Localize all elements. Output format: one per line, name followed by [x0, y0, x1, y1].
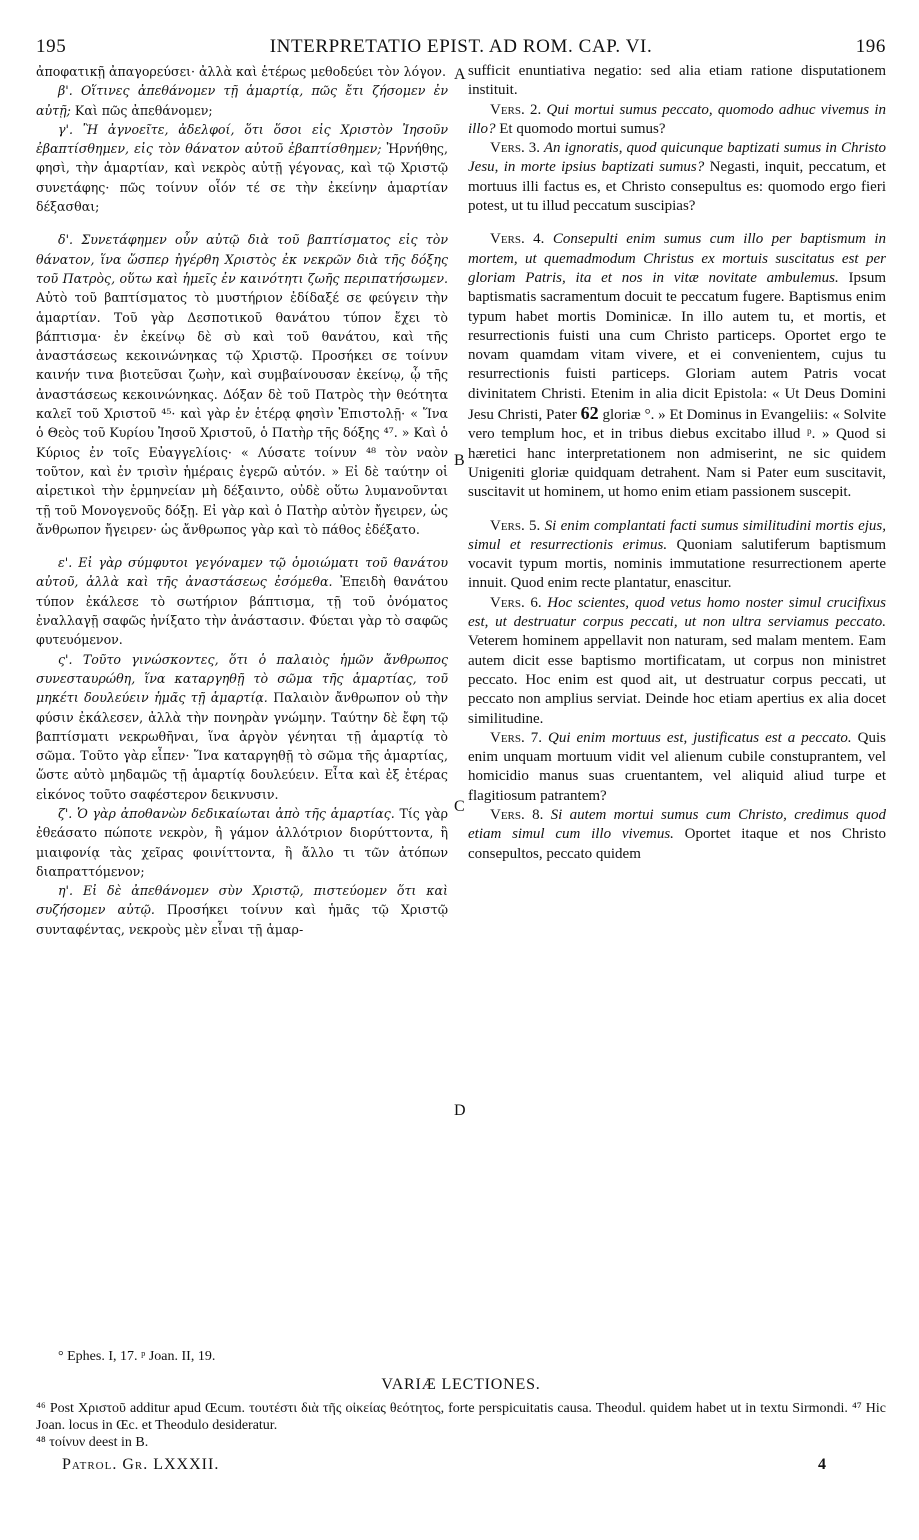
- greek-paragraph: δ'. Συνετάφημεν οὖν αὐτῷ διὰ τοῦ βαπτίσματος εἰς τὸν θάνατον, ἵνα ὥσπερ ἠγέρθη Χριστὸς ἐκ νεκρῶν διὰ τῆς δόξης τοῦ Πατρὸς, οὕτω καὶ ἡμεῖς ἐν καινότητι ζωῆς περιπατήσωμεν. Αὐτὸ τοῦ βαπτίσματος τὸ μυστήριον ἐδίδαξέ σε φεύγειν τὴν ἁμαρτίαν. Τοῦ γὰρ Δεσποτικοῦ θανάτου τύπον ἔχει τὸ βάπτισμα· ἐν ἐκείνῳ δὲ σὺ καὶ τοῦ θανάτου, καὶ τῆς ἀναστάσεως κεκοινώνηκας τῷ Χριστῷ. Προσήκει σε τοίνυν καινήν τινα βιοτεῦσαι ζωὴν, καὶ συμβαίνουσαν ἐκείνῳ, ᾧ τῆς ἀναστάσεως κεκοινώνηκας. Δόξαν δὲ τοῦ Πατρὸς τὴν θεότητα καλεῖ τοῦ Χριστοῦ ⁴⁵· καὶ γὰρ ἐν ἑτέρᾳ φησὶν Ἐπιστολῇ· « Ἵνα ὁ Θεὸς τοῦ Κυρίου Ἰησοῦ Χριστοῦ, ὁ Πατὴρ τῆς δόξης ⁴⁷. » Καὶ ὁ Κύριος ἐν τοῖς Εὐαγγελίοις· « Λύσατε τοίνυν ⁴⁸ τὸν ναὸν τοῦτον, καὶ ἐν τρισὶν ἡμέραις ἐγερῶ αὐτόν. » Εἰ δὲ ταύτην οἱ αἱρετικοὶ τὴν ἑρμηνείαν μὴ δέξαιντο, οὐδὲ οὕτω λυμανοῦνται τῇ τοῦ Μονογενοῦς δόξῃ. Εἰ γὰρ καὶ ὁ Πατὴρ αὐτὸν ἤγειρεν, ὡς ἄνθρωπον ἤγειρεν· ὡς ἄνθρωπος γὰρ καὶ τὸ πάθος ἐδέξατο.: [36, 232, 448, 537]
- page-number-right: 196: [855, 36, 886, 57]
- greek-paragraph: γ'. Ἢ ἀγνοεῖτε, ἀδελφοί, ὅτι ὅσοι εἰς Χριστὸν Ἰησοῦν ἐβαπτίσθημεν, εἰς τὸν θάνατον αὐτοῦ ἐβαπτίσθημεν; Ἠρνήθης, φησὶ, τὴν ἁμαρτίαν, καὶ νεκρὸς αὐτῇ γέγονας, καὶ τῷ Χριστῷ συνετάφης· πῶς τοίνυν οἷόν τέ σε τὴν ἐκείνην ἁμαρτίαν δέξασθαι;: [36, 121, 448, 215]
- margin-marker-c: C: [454, 798, 465, 815]
- greek-paragraph: ἀποφατικῇ ἀπαγορεύσει· ἀλλὰ καὶ ἑτέρως μεθοδεύει τὸν λόγον.: [36, 64, 446, 79]
- latin-paragraph: Vers. 2. Qui mortui sumus peccato, quomodo adhuc vivemus in illo? Et quomodo mortui sumus?: [468, 101, 886, 137]
- greek-column: [36, 62, 448, 939]
- latin-column: [468, 62, 886, 864]
- page-number-left: 195: [36, 36, 67, 57]
- sheet-mark: 62: [580, 403, 599, 424]
- sheet-number: 4: [818, 1456, 826, 1473]
- greek-paragraph: ζ'. Ὁ γὰρ ἀποθανὼν δεδικαίωται ἀπὸ τῆς ἁμαρτίας. Τίς γὰρ ἐθεάσατο πώποτε νεκρὸν, ἢ γάμον ἀλλότριον διορύττοντα, ἢ μιαιφονίᾳ τὰς χεῖρας φοινίττοντα, ἢ ἄλλο τι τῶν ἀτόπων διαπραττόμενον;: [36, 805, 448, 879]
- variant-note: ⁴⁸ τοίνυν deest in B.: [36, 1435, 149, 1450]
- running-head: [36, 36, 886, 60]
- latin-paragraph: Vers. 4. Consepulti enim sumus cum illo per baptismum in mortem, ut quemadmodum Christus ex mortuis suscitatus est per gloriam Patris, ita et nos in vitæ novitate ambulemus. Ipsum baptismatis sacramentum docuit te peccatum fugere. Baptismus enim typum habet mortis Dominicæ. In illo autem tu, et mortis, et resurrectionis fuisti una cum Christo particeps. Oportet ergo te novam quamdam vitam vivere, et ei convenientem, cujus tu resurrectionis fuisti particeps. Gloriam autem Patris vocat divinitatem Christi. Etenim in alia dicit Epistola: « Ut Deus Domini Jesu Christi, Pater 62 gloriæ °. » Et Dominus in Evangeliis: « Solvite vero templum hoc, et in tribus diebus excitabo illud ᵖ. » Quod si hæretici hanc interpretationem non admiserint, ne sic quidem Unigeniti gloriæ quidquam detrahent. Nam si Pater eum suscitavit, suscitavit ut hominem, ut homo enim etiam passionem suscepit.: [468, 231, 886, 501]
- scripture-footnotes: ° Ephes. I, 17. ᵖ Joan. II, 19.: [58, 1349, 216, 1364]
- signature-line: Patrol. Gr. LXXXII.: [62, 1456, 220, 1473]
- variae-lectiones-notes: [36, 1400, 886, 1451]
- greek-paragraph: ε'. Εἰ γὰρ σύμφυτοι γεγόναμεν τῷ ὁμοιώματι τοῦ θανάτου αὐτοῦ, ἀλλὰ καὶ τῆς ἀναστάσεως ἐσόμεθα. Ἐπειδὴ θανάτου τύπον ἐκάλεσε τὸ σωτήριον βάπτισμα, τῇ τοῦ ὀνόματος ἐναλλαγῇ σαφῶς ἠνίξατο τὴν ἀνάστασιν. Φύεται γὰρ τὸ σαφῶς φυτευόμενον.: [36, 555, 448, 648]
- latin-paragraph: sufficit enuntiativa negatio: sed alia etiam ratione disputationem instituit.: [468, 63, 886, 99]
- latin-paragraph: Vers. 8. Si autem mortui sumus cum Christo, credimus quod etiam simul cum illo vivemus. Oportet itaque et nos Christo consepultos, peccato quidem: [468, 806, 886, 862]
- running-title: INTERPRETATIO EPIST. AD ROM. CAP. VI.: [269, 36, 653, 57]
- variae-lectiones-heading: VARIÆ LECTIONES.: [381, 1376, 541, 1393]
- greek-paragraph: β'. Οἵτινες ἀπεθάνομεν τῇ ἁμαρτίᾳ, πῶς ἔτι ζήσομεν ἐν αὐτῇ; Καὶ πῶς ἀπεθάνομεν;: [36, 83, 448, 118]
- latin-paragraph: Vers. 5. Si enim complantati facti sumus similitudini mortis ejus, simul et resurrectionis erimus. Quoniam salutiferum baptismum vocavit typum mortis, nominis immutatione resurrectionem aperte innuit. Quod enim recte plantatur, enascitur.: [468, 517, 886, 592]
- latin-paragraph: Vers. 7. Qui enim mortuus est, justificatus est a peccato. Quis enim unquam mortuum vidit vel alienum cubile constuprantem, vel homicidio manus suas cruentantem, vel aliquid aliud turpe et flagitiosum patrantem?: [468, 729, 886, 804]
- margin-marker-b: B: [454, 452, 465, 469]
- margin-marker-a: A: [454, 66, 466, 83]
- variant-note: ⁴⁶ Post Χριστοῦ additur apud Œcum. τουτέστι διὰ τῆς οἰκείας θεότητος, forte perspicuitatis causa. Theodul. quidem habet ut in textu Sirmondi. ⁴⁷ Hic Joan. locus in Œc. et Theodulo desideratur.: [36, 1401, 886, 1433]
- page-footer: [36, 1456, 886, 1478]
- latin-paragraph: Vers. 6. Hoc scientes, quod vetus homo noster simul crucifixus est, ut destruatur corpus peccati, ut non ultra serviamus peccato. Veterem hominem appellavit non naturam, sed malam mentem. Eam autem dicit esse baptismo mortificatam, ut corpus non ministret peccato. Hoc enim est quod ait, ut destruatur corpus peccati, ut peccato non amplius serviat. Deinde hoc etiam apertius ex alia docet similitudine.: [468, 594, 887, 727]
- greek-paragraph: ς'. Τοῦτο γινώσκοντες, ὅτι ὁ παλαιὸς ἡμῶν ἄνθρωπος συνεσταυρώθη, ἵνα καταργηθῇ τὸ σῶμα τῆς ἁμαρτίας, τοῦ μηκέτι δουλεύειν ἡμᾶς τῇ ἁμαρτίᾳ. Παλαιὸν ἄνθρωπον οὐ τὴν φύσιν ἐκάλεσεν, ἀλλὰ τὴν πονηρὰν γνώμην. Ταύτην δὲ ἔφη τῷ βαπτίσματι νεκρωθῆναι, ἵνα ἀργὸν γένηται τῇ ἁμαρτίᾳ τὸ σῶμα. Τοῦτο γὰρ εἶπεν· Ἵνα καταργηθῇ τὸ σῶμα τῆς ἁμαρτίας, ὥστε αὐτὸ μηδαμῶς τῇ ἁμαρτίᾳ δουλεύειν. Εἶτα καὶ ἐξ ἑτέρας εἰκόνος τοῦτο σαφέστερον δεικνυσιν.: [36, 651, 449, 802]
- latin-paragraph: Vers. 3. An ignoratis, quod quicunque baptizati sumus in Christo Jesu, in morte ipsius baptizati sumus? Negasti, inquit, peccatum, et mortuus illi factus es, et Christo consepultus es: quomodo ergo fieri potest, ut tu illud peccatum suscipias?: [468, 140, 886, 215]
- page: [36, 36, 886, 1526]
- greek-paragraph: η'. Εἰ δὲ ἀπεθάνομεν σὺν Χριστῷ, πιστεύομεν ὅτι καὶ συζήσομεν αὐτῷ. Προσήκει τοίνυν καὶ ἡμᾶς τῷ Χριστῷ συνταφέντας, νεκροὺς μὲν εἶναι τῇ ἁμαρ-: [36, 883, 448, 937]
- margin-marker-d: D: [454, 1102, 466, 1119]
